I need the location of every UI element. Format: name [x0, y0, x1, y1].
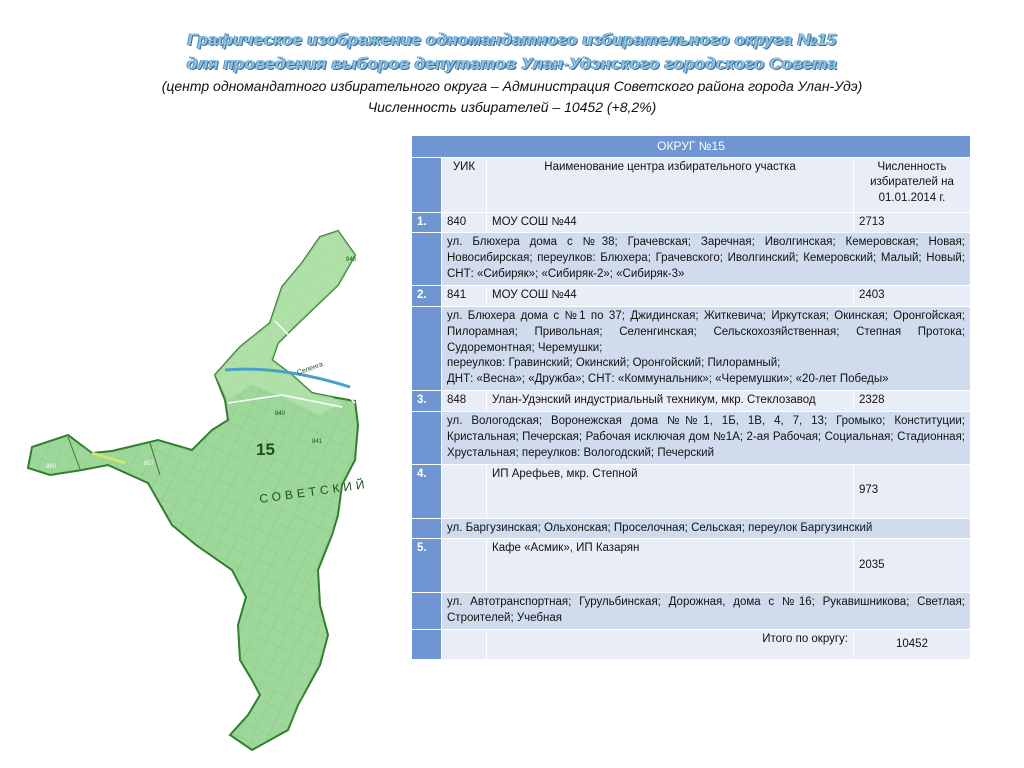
address-row — [412, 593, 971, 630]
precinct-label-841: 841 — [312, 439, 323, 445]
district-name-label: СОВЕТСКИЙ — [258, 476, 370, 506]
total-value: 10452 — [854, 630, 971, 660]
voters-count-line: Численность избирателей – 10452 (+8,2%) — [367, 99, 657, 115]
row-addresses-snt: ДНТ: «Весна»; «Дружба»; СНТ: «Коммунальник»; «Черемушки»; «20-лет Победы» — [447, 373, 889, 386]
row-uik: 848 — [442, 391, 487, 412]
row-uik: 840 — [442, 212, 487, 233]
row-addresses-lanes: переулков: Гравинский; Окинский; Оронгойский; Пилорамный; — [447, 357, 781, 370]
title-line-2: для проведения выборов депутатов Улан-Удэнского городского Совета — [186, 54, 838, 73]
table-caption-row — [412, 136, 971, 158]
row-center: МОУ СОШ №44 — [487, 285, 854, 306]
row-addresses: ул. Баргузинская; Ольхонская; Проселочная; Сельская; переулок Баргузинский — [442, 518, 971, 539]
precinct-label-848: 848 — [346, 257, 357, 263]
row-number: 4. — [412, 464, 442, 518]
row-center: Улан-Удэнский индустриальный техникум, мкр. Стеклозавод — [487, 391, 854, 412]
row-addresses: ул. Блюхера дома с №1 по 37; Джидинская; Житкевича; Иркутская; Окинская; Оронгойская; Пилорамная; Привольная; Селенгинская; Сельскохозяйственная; Степная Протока; Судоремонтная; Черемушки; — [447, 309, 965, 354]
row-count: 973 — [854, 464, 971, 518]
header-center: Наименование центра избирательного участка — [487, 157, 854, 212]
district-map — [20, 225, 405, 760]
table-header-row — [412, 157, 971, 212]
address-row — [412, 306, 971, 390]
precinct-label-840: 840 — [275, 411, 286, 417]
row-number: 1. — [412, 212, 442, 233]
row-center: Кафе «Асмик», ИП Казарян — [487, 539, 854, 593]
row-number: 2. — [412, 285, 442, 306]
row-uik: 841 — [442, 285, 487, 306]
table-row — [412, 539, 971, 593]
row-uik — [442, 539, 487, 593]
row-addresses: ул. Блюхера дома с №38; Грачевская; Заречная; Иволгинская; Кемеровская; Новая; Новосибирская; переулков: Блюхера; Грачевского; Иволгинский; Кемеровский; Малый; Новый; СНТ: «Сибиряк»; «Сибиряк-2»; «Сибиряк-3» — [442, 233, 971, 286]
header-uik: УИК — [442, 157, 487, 212]
total-row — [412, 630, 971, 660]
row-number: 3. — [412, 391, 442, 412]
row-addresses: ул. Вологодская; Воронежская дома №№1, 1Б, 1В, 4, 7, 13; Громыко; Конституции; Кристальная; Печерская; Рабочая исключая дом №1А; 2-ая Рабочая; Социальная; Стадионная; Хрустальная; переулков: Вологодский; Печерский — [442, 412, 971, 465]
address-row — [412, 412, 971, 465]
total-label: Итого по округу: — [487, 630, 854, 660]
row-count: 2403 — [854, 285, 971, 306]
table-caption: ОКРУГ №15 — [412, 136, 971, 158]
table-row — [412, 212, 971, 233]
district-table — [411, 135, 971, 660]
address-row — [412, 233, 971, 286]
table-row — [412, 285, 971, 306]
precinct-label-857: 857 — [144, 461, 155, 467]
street-label: Селенга — [296, 361, 324, 377]
row-addresses: ул. Автотранспортная; Гурульбинская; Дорожная, дома с №16; Рукавишникова; Светлая; Строителей; Учебная — [442, 593, 971, 630]
table-row — [412, 391, 971, 412]
row-number: 5. — [412, 539, 442, 593]
table-row — [412, 464, 971, 518]
district-number-label: 15 — [256, 440, 275, 459]
header-count: Численность избирателей на 01.01.2014 г. — [854, 157, 971, 212]
title-line-1: Графическое изображение одномандатного избирательного округа №15 — [187, 30, 837, 49]
precinct-zone-north — [215, 231, 355, 415]
precinct-label-860: 860 — [46, 464, 57, 470]
row-center: ИП Арефьев, мкр. Степной — [487, 464, 854, 518]
row-count: 2035 — [854, 539, 971, 593]
row-uik — [442, 464, 487, 518]
subtitle: (центр одномандатного избирательного округа – Администрация Советского района города Улан-Удэ) — [161, 78, 863, 94]
address-row — [412, 518, 971, 539]
row-center: МОУ СОШ №44 — [487, 212, 854, 233]
row-count: 2713 — [854, 212, 971, 233]
row-count: 2328 — [854, 391, 971, 412]
